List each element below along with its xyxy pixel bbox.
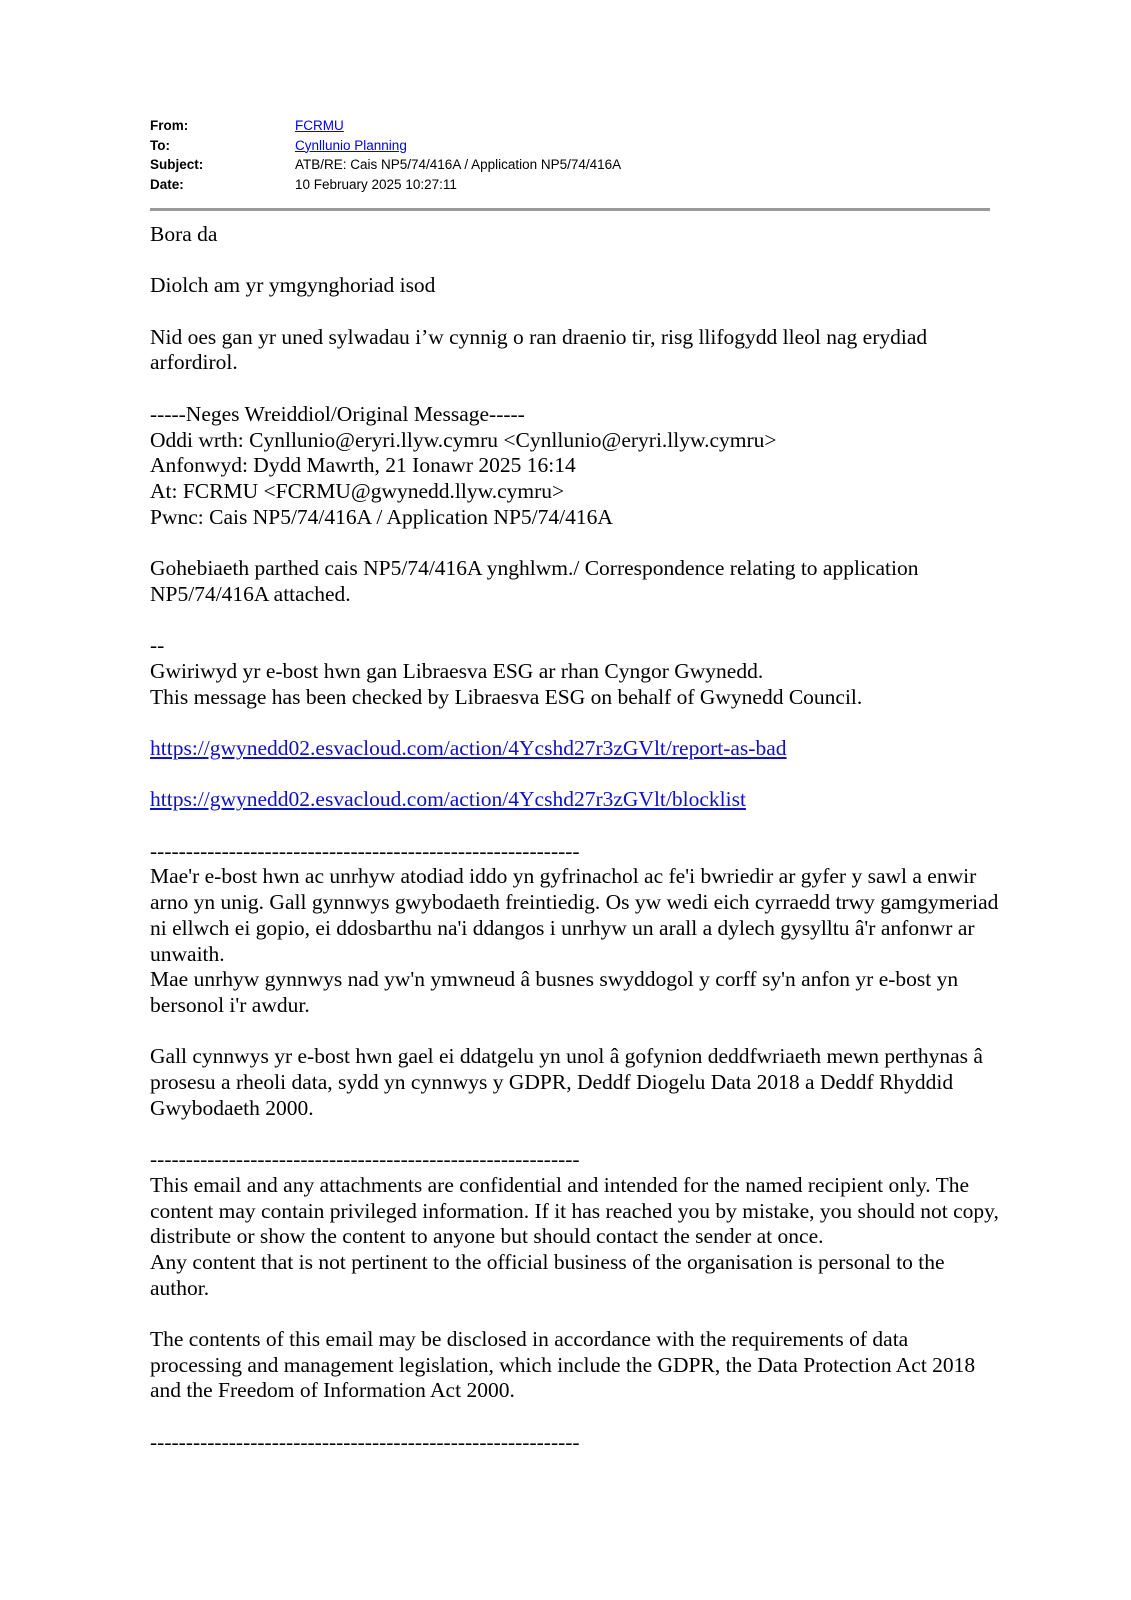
blocklist-link[interactable]: https://gwynedd02.esvacloud.com/action/4Ycshd27r3zGVlt/blocklist <box>150 787 746 812</box>
checked-english: This message has been checked by Libraesva ESG on behalf of Gwynedd Council. <box>150 684 863 709</box>
original-sent: Anfonwyd: Dydd Mawrth, 21 Ionawr 2025 16:14 <box>150 453 576 478</box>
disclaimer-english-2: Any content that is not pertinent to the official business of the organisation is personal to the author. <box>150 1249 945 1300</box>
subject-value: ATB/RE: Cais NP5/74/416A / Application NP5/74/416A <box>295 157 622 172</box>
original-subject: Pwnc: Cais NP5/74/416A / Application NP5/74/416A <box>150 504 613 529</box>
original-to: At: FCRMU <FCRMU@gwynedd.llyw.cymru> <box>150 478 565 503</box>
signature-dash: -- <box>150 633 165 658</box>
to-label: To: <box>150 137 170 153</box>
date-row <box>150 175 990 195</box>
to-row <box>150 136 990 156</box>
separator-2: ------------------------------------------------------------ <box>150 1147 580 1172</box>
subject-row <box>150 155 990 175</box>
from-row <box>150 116 990 136</box>
email-header <box>150 116 990 194</box>
response-paragraph: Nid oes gan yr uned sylwadau i’w cynnig o ran draenio tir, risg llifogydd lleol nag erydiad arfordirol. <box>150 324 928 375</box>
original-from: Oddi wrth: Cynllunio@eryri.llyw.cymru <Cynllunio@eryri.llyw.cymru> <box>150 427 777 452</box>
date-value: 10 February 2025 10:27:11 <box>295 176 457 192</box>
disclaimer-english-1: This email and any attachments are confidential and intended for the named recipient only. The content may contain privileged information. If it has reached you by mistake, you should not copy, distribute or show the content to anyone but should contact the sender at once. <box>150 1172 999 1249</box>
separator-3: ------------------------------------------------------------ <box>150 1429 580 1454</box>
original-message-heading: -----Neges Wreiddiol/Original Message----- <box>150 401 525 426</box>
header-divider <box>150 208 990 211</box>
from-link[interactable]: FCRMU <box>295 118 344 133</box>
to-link[interactable]: Cynllunio Planning <box>295 137 407 153</box>
checked-welsh: Gwiriwyd yr e-bost hwn gan Libraesva ESG ar rhan Cyngor Gwynedd. <box>150 658 764 683</box>
thanks-line: Diolch am yr ymgynghoriad isod <box>150 273 436 298</box>
disclaimer-welsh-1: Mae'r e-bost hwn ac unrhyw atodiad iddo yn gyfrinachol ac fe'i bwriedir ar gyfer y sawl a enwir arno yn unig. Gall gynnwys gwybodaeth freintiedig. Os yw wedi eich cyrraedd trwy gamgymeriad ni ellwch ei gopio, ei ddosbarthu na'i ddangos i unrhyw un arall a dylech gysylltu â'r anfonwr ar unwaith. <box>150 864 999 966</box>
disclaimer-welsh-3: Gall cynnwys yr e-bost hwn gael ei ddatgelu yn unol â gofynion deddfwriaeth mewn perthynas â prosesu a rheoli data, sydd yn cynnwys y GDPR, Deddf Diogelu Data 2018 a Deddf Rhyddid Gwybodaeth 2000. <box>150 1044 983 1120</box>
separator-1: ------------------------------------------------------------ <box>150 838 580 863</box>
correspondence-paragraph: Gohebiaeth parthed cais NP5/74/416A ynghlwm./ Correspondence relating to application NP5/74/416A attached. <box>150 556 919 606</box>
greeting: Bora da <box>150 222 218 246</box>
disclaimer-welsh-2: Mae unrhyw gynnwys nad yw'n ymwneud â busnes swyddogol y corff sy'n anfon yr e-bost yn bersonol i'r awdur. <box>150 967 959 1017</box>
from-label: From: <box>150 118 189 133</box>
report-as-bad-link[interactable]: https://gwynedd02.esvacloud.com/action/4Ycshd27r3zGVlt/report-as-bad <box>150 735 787 760</box>
email-body <box>150 222 1000 1456</box>
disclaimer-english-3: The contents of this email may be disclosed in accordance with the requirements of data processing and management legislation, which include the GDPR, the Data Protection Act 2018 and the Freedom of Information Act 2000. <box>150 1327 976 1403</box>
subject-label: Subject: <box>150 157 204 172</box>
date-label: Date: <box>150 176 184 192</box>
